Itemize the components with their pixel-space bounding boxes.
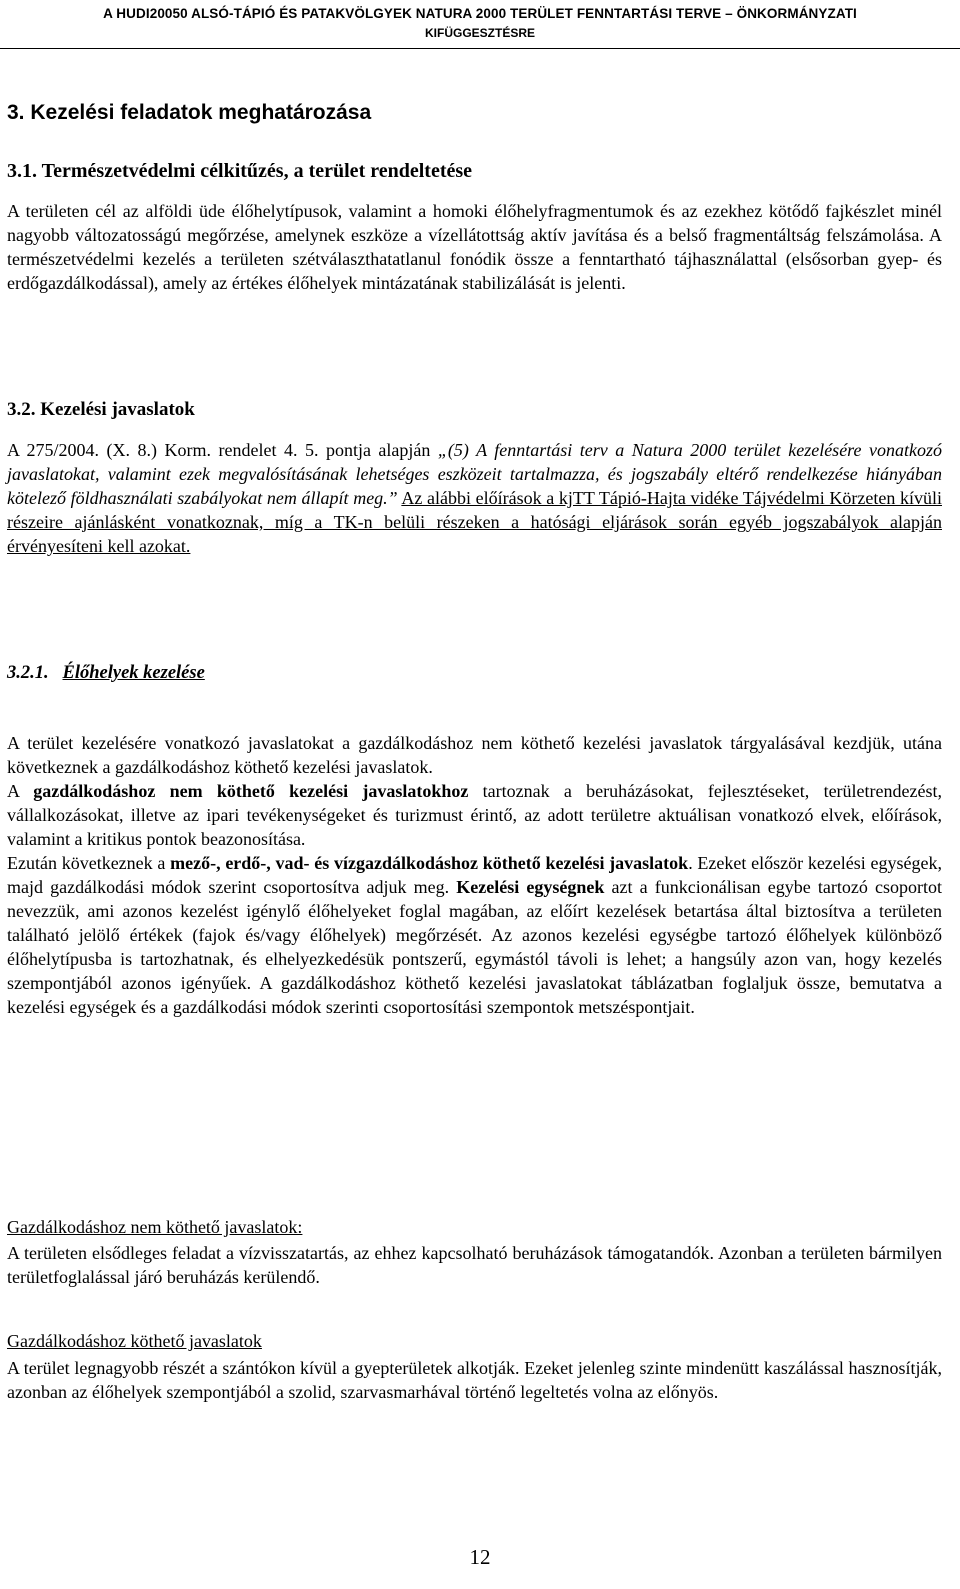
- paragraph-1: A terület kezelésére vonatkozó javaslatokat a gazdálkodáshoz nem köthető kezelési javaslatok tárgyalásával kezdjük, utána következnek a gazdálkodáshoz köthető kezelési javaslatok.: [7, 733, 942, 777]
- gazd-text-block: [7, 1356, 942, 1404]
- section-3-2-underlined: Az alábbi előírások a kjTT Tápió-Hajta vidéke Tájvédelmi Körzeten kívüli részeire ajánlásként vonatkoznak, míg a TK-n belüli részeken a hatósági eljárások során egyéb jogszabályok alapján érvényesíteni kell azokat.: [7, 488, 942, 556]
- section-3-2-1-text: [7, 731, 942, 1019]
- p3-bold: mező-, erdő-, vad- és vízgazdálkodáshoz köthető kezelési javaslatok: [170, 853, 689, 873]
- section-3-2-intro: A 275/2004. (X. 8.) Korm. rendelet 4. 5. pontja alapján: [7, 440, 438, 460]
- nongazd-heading: Gazdálkodáshoz nem köthető javaslatok:: [7, 1217, 303, 1237]
- paragraph-3: [7, 851, 942, 1019]
- p2-bold: gazdálkodáshoz nem köthető kezelési javaslatokhoz: [33, 781, 469, 801]
- section-3-2-1-number: 3.2.1.: [7, 663, 49, 683]
- nongazd-text: A területen elsődleges feladat a vízvisszatartás, az ehhez kapcsolható beruházások támogatandók. Azonban a területen bármilyen területfoglalással járó beruházás kerülendő.: [7, 1243, 942, 1287]
- gazd-heading: Gazdálkodáshoz köthető javaslatok: [7, 1331, 262, 1351]
- gazd-text: A terület legnagyobb részét a szántókon kívül a gyepterületek alkotják. Ezeket jelenleg szinte mindenütt kaszálással hasznosítják, azonban az élőhelyek szempontjából a szolid, szarvasmarhával történő legeltetés volna az előnyös.: [7, 1358, 942, 1402]
- section-3-2-quote: „(5) A fenntartási terv a Natura 2000 terület kezelésére vonatkozó javaslatokat, valamint ezek megvalósításának lehetséges eszközeit tartalmazza, és jogszabály eltérő rendelkezése hiányában kötelező földhasználati szabályokat nem állapít meg.”: [7, 440, 942, 508]
- section-3-2-text: [7, 438, 942, 558]
- p3-c: . Ezeket először kezelési egységek, majd gazdálkodási módok szerint csoportosítva adjuk meg.: [7, 853, 942, 897]
- section-3-2-paragraph: [7, 438, 942, 558]
- section-3-title: 3. Kezelési feladatok meghatározása: [7, 101, 372, 124]
- section-3-1-paragraph: A területen cél az alföldi üde élőhelytípusok, valamint a homoki élőhelyfragmentumok és az ezekhez kötődő fajkészlet minél nagyobb változatosságú megőrzése, amelynek eszköze a vízellátottság aktív javítása és a belső fragmentáltság felszámolása. A természetvédelmi kezelés a területen szétválaszthatatlanul fonódik össze a fenntartható tájhasználattal (elsősorban gyep- és erdőgazdálkodással), amely az értékes élőhelyek mintázatának stabilizálását is jelenti.: [7, 201, 942, 293]
- paragraph-2: [7, 779, 942, 851]
- p2-a: A: [7, 781, 34, 801]
- section-3-1-text: [7, 199, 942, 295]
- section-3-2-1-name: Élőhelyek kezelése: [62, 663, 205, 683]
- running-header: [0, 0, 960, 46]
- page-number: 12: [469, 1545, 491, 1569]
- p3-e: azt a funkcionálisan egybe tartozó csoportot nevezzük, ami azonos kezelést igénylő élőhelyeket foglal magában, az előírt kezelések betartása által biztosítva a területen található jelölő értékek (fajok és/vagy élőhelyek) megőrzését. Az azonos kezelési egységbe tartozó élőhelyek különböző élőhelytípusba is tartozhatnak, és elhelyezkedésük pontszerű, egymástól távoli is lehet; a hangsúly azon van, hogy kezelés szempontjából azonos igényűek. A gazdálkodáshoz köthető kezelési javaslatokat táblázatban foglaljuk össze, bemutatva a kezelési egységek és a gazdálkodási módok szerinti csoportosítási szempontok metszéspontjait.: [7, 877, 943, 1017]
- p2-c: tartoznak a beruházásokat, fejlesztéseket, területrendezést, vállalkozásokat, illetve az ipari tevékenységeket és turizmust érintő, az adott területre aktuálisan vonatkozó elvek, előírások, valamint a kritikus pontok beazonosítása.: [7, 781, 943, 849]
- p3-bold-2: Kezelési egységnek: [456, 877, 605, 897]
- header-line-1: A HUDI20050 ALSÓ-TÁPIÓ ÉS PATAKVÖLGYEK NATURA 2000 TERÜLET FENNTARTÁSI TERVE – ÖNKORMÁNYZATI: [103, 6, 857, 21]
- section-3-2-title: 3.2. Kezelési javaslatok: [7, 399, 195, 420]
- header-line-2: KIFÜGGESZTÉSRE: [424, 26, 535, 40]
- section-3-1-title: 3.1. Természetvédelmi célkitűzés, a terület rendeltetése: [7, 160, 473, 182]
- p3-a: Ezután következnek a: [7, 853, 171, 873]
- section-3-2-1-title: [7, 663, 205, 684]
- nongazd-text-block: [7, 1241, 942, 1289]
- header-divider: [0, 48, 960, 49]
